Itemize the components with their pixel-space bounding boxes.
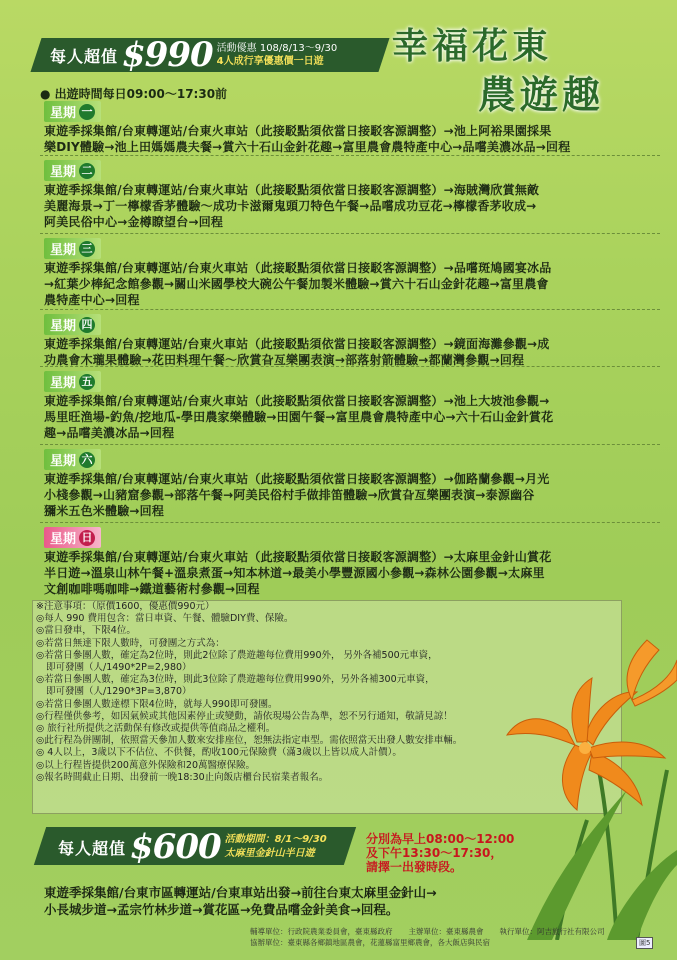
- day-label: 星期: [50, 106, 77, 121]
- note-item: 即可發團（人/1290*3P=3,870）: [46, 686, 192, 698]
- top-price-banner: [50, 37, 390, 73]
- page-mark: 圖5: [636, 937, 653, 949]
- day-num: 六: [79, 452, 95, 468]
- itinerary-line: 東遊季採集館/台東轉運站/台東火車站（此接駁點須依當日接駁客源調整）→池上大坡池參觀→: [44, 394, 550, 408]
- day-itinerary: [44, 182, 656, 230]
- day-num: 一: [79, 104, 95, 120]
- itinerary-line: 東遊季採集館/台東轉運站/台東火車站（此接駁點須依當日接駁客源調整）→太麻里金針山賞花: [44, 550, 552, 564]
- credit-assist: 協辦單位：臺東縣各鄉鎮地區農會，花蓮縣富里鄉農會，各大飯店與民宿: [250, 938, 490, 947]
- half-day-period: [225, 833, 327, 861]
- title-line1: 幸福花東: [392, 25, 553, 67]
- itinerary-line: 東遊季採集館/台東轉運站/台東火車站（此接駁點須依當日接駁客源調整）→池上阿裕果園採果: [44, 124, 552, 138]
- day-num: 日: [79, 530, 95, 546]
- notes-list: [36, 601, 536, 784]
- itinerary-line: 東遊季採集館/台東轉運站/台東火車站（此接駁點須依當日接駁客源調整）→伽路蘭參觀→月光: [44, 472, 550, 486]
- bottom-price-banner: [58, 827, 358, 867]
- note-item: ◎此行程為併團制，依照當天參加人數來安排座位，恕無法指定車型。需依照當天出發人數安排車輛。: [36, 735, 463, 747]
- note-item: ◎以上行程皆提供200萬意外保險和20萬醫療保險。: [36, 759, 256, 771]
- itinerary-line: 獼米五色米體驗→回程: [44, 504, 165, 518]
- times-line: 及下午13:30～17:30，: [366, 846, 503, 860]
- day-monday: [44, 101, 656, 155]
- day-badge: [44, 314, 101, 335]
- itinerary-line: 文創咖啡嗎咖啡→鐵道藝術村參觀→回程: [44, 582, 260, 596]
- per-person-label: 每人超值: [58, 838, 127, 858]
- itinerary-line: 小棧參觀→山豬窟參觀→部落午餐→阿美民俗村手做排笛體驗→欣賞旮亙樂團表演→泰源幽谷: [44, 488, 535, 502]
- itinerary-line: 馬里旺渔場-釣魚/挖地瓜-學田農家樂體驗→田園午餐→富里農會農特產中心→六十石山金針賞花: [44, 410, 554, 424]
- day-itinerary: [44, 393, 656, 441]
- per-person-label: 每人超值: [50, 46, 119, 66]
- day-label: 星期: [50, 165, 77, 180]
- day-badge: [44, 101, 101, 122]
- credits: [250, 926, 621, 948]
- route-line: 東遊季採集館/台東市區轉運站/台東車站出發→前往台東太麻里金針山→: [44, 885, 437, 900]
- itinerary-line: 半日遊→溫泉山林午餐+溫泉煮蛋→知本林道→最美小學豐源國小參觀→森林公園參觀→太麻里: [44, 566, 545, 580]
- day-itinerary: [44, 336, 656, 368]
- itinerary-line: →紅葉少棒紀念館參觀→關山米國學校大碗公午餐加製米體驗→賞六十石山金針花趣→富里農會: [44, 277, 549, 291]
- itinerary-line: 阿美民俗中心→金樽瞭望台→回程: [44, 215, 224, 229]
- itinerary-line: 農特產中心→回程: [44, 293, 140, 307]
- day-itinerary: [44, 471, 656, 519]
- itinerary-line: 東遊季採集館/台東轉運站/台東火車站（此接駁點須依當日接駁客源調整）→品嚐斑鳩國宴冰品: [44, 261, 552, 275]
- note-item: ※注意事項：（原價1600，優惠價990元）: [36, 601, 215, 612]
- day-badge: [44, 160, 101, 181]
- day-badge: [44, 371, 101, 392]
- day-num: 四: [79, 317, 95, 333]
- period-text: 活動期間：8/1～9/30: [224, 834, 327, 845]
- departure-times: [366, 832, 514, 874]
- day-itinerary: [44, 123, 656, 155]
- tour-name: 太麻里金針山半日遊: [224, 848, 315, 859]
- route-line: 小長城步道→孟宗竹林步道→賞花區→免費品嚐金針美食→回程。: [44, 902, 399, 917]
- day-badge: [44, 238, 101, 259]
- day-num: 五: [79, 374, 95, 390]
- note-item: ◎行程僅供參考，如因氣候或其他因素停止或變動，請依現場公告為準，恕不另行通知，敬請見諒！: [36, 710, 453, 722]
- day-badge: [44, 527, 101, 548]
- day-itinerary: [44, 549, 656, 597]
- divider: [40, 233, 660, 234]
- times-line: 分別為早上08:00～12:00: [366, 832, 515, 846]
- day-saturday: [44, 449, 656, 519]
- price-600: $600: [130, 827, 221, 867]
- day-wednesday: [44, 238, 656, 308]
- note-item: ◎報名時間截止日期、出發前一晚18:30止向飯店櫃台民宿業者報名。: [36, 771, 329, 783]
- day-itinerary: [44, 260, 656, 308]
- note-item: ◎若當日參團人數，確定為3位時，則此3位除了農遊趣每位費用990外，另外各補300元車資，: [36, 674, 435, 686]
- note-item: 即可發團（人/1490*2P=2,980）: [46, 662, 192, 674]
- divider: [40, 155, 660, 156]
- day-label: 星期: [50, 243, 77, 258]
- day-num: 三: [79, 241, 95, 257]
- day-label: 星期: [50, 319, 77, 334]
- promo-period: 活動優惠 108/8/13～9/30: [216, 43, 338, 54]
- itinerary-line: 東遊季採集館/台東轉運站/台東火車站（此接駁點須依當日接駁客源調整）→海賊灣欣賞無敵: [44, 183, 540, 197]
- divider: [40, 444, 660, 445]
- day-tuesday: [44, 160, 656, 230]
- itinerary-line: 東遊季採集館/台東轉運站/台東火車站（此接駁點須依當日接駁客源調整）→鏡面海灘參觀→成: [44, 337, 550, 351]
- credit-host: 主辦單位：臺東縣農會: [408, 927, 484, 936]
- divider: [40, 309, 660, 310]
- times-line: 請擇一出發時段。: [366, 860, 463, 874]
- itinerary-line: 美麗海景→丁一檸檬香茅體驗～成功卡滋爾鬼頭刀特色午餐→品嚐成功豆花→檸檬香茅收成→: [44, 199, 537, 213]
- day-num: 二: [79, 163, 95, 179]
- divider: [40, 366, 660, 367]
- title-line2: 農遊趣: [478, 72, 605, 117]
- note-item: ◎當日發車，下限4位。: [36, 625, 136, 637]
- itinerary-line: 功農會木瓏果體驗→花田料理午餐～欣賞旮亙樂團表演→部落射箭體驗→都蘭灣參觀→回程: [44, 353, 525, 367]
- note-item: ◎若當日參團人數達標下限4位時，就每人990即可發團。: [36, 698, 278, 710]
- day-thursday: [44, 314, 656, 368]
- itinerary-line: 樂DIY體驗→池上田媽媽農夫餐→賞六十石山金針花趣→富里農會農特產中心→品嚐美濃冰品→回程: [44, 140, 571, 154]
- half-day-route: [44, 884, 437, 918]
- day-label: 星期: [50, 454, 77, 469]
- day-friday: [44, 371, 656, 441]
- note-item: ◎ 旅行社所提供之活動保有修改或提供等值商品之權利。: [36, 723, 276, 735]
- daylily-flower-illustration: [497, 620, 677, 940]
- credit-exec: 執行單位：阿吉旅行社有限公司: [499, 927, 605, 936]
- promo-note: 4人成行享優惠價一日遊: [216, 56, 324, 67]
- day-sunday: [44, 527, 656, 597]
- price-990: $990: [122, 35, 213, 75]
- credit-guide: 輔導單位：行政院農業委員會，臺東縣政府: [250, 927, 393, 936]
- day-label: 星期: [50, 376, 77, 391]
- day-badge: [44, 449, 101, 470]
- promo-text: [217, 42, 338, 68]
- divider: [40, 522, 660, 523]
- note-item: ◎若當日參團人數，確定為2位時，則此2位除了農遊趣每位費用990外， 另外各補500元車資，: [36, 649, 438, 661]
- note-item: ◎若當日無達下限人數時，可發團之方式為：: [36, 637, 225, 649]
- day-label: 星期: [50, 532, 77, 547]
- hours-text: ● 出遊時間每日09:00～17:30前: [40, 87, 228, 101]
- note-item: ◎ 4人以上，3歲以下不佔位、不供餐，酌收100元保險費（滿3歲以上皆以成人計價）。: [36, 747, 402, 759]
- itinerary-line: 趣→品嚐美濃冰品→回程: [44, 426, 175, 440]
- note-item: ◎每人 990 費用包含：當日車資、午餐、體驗DIY費、保險。: [36, 613, 294, 625]
